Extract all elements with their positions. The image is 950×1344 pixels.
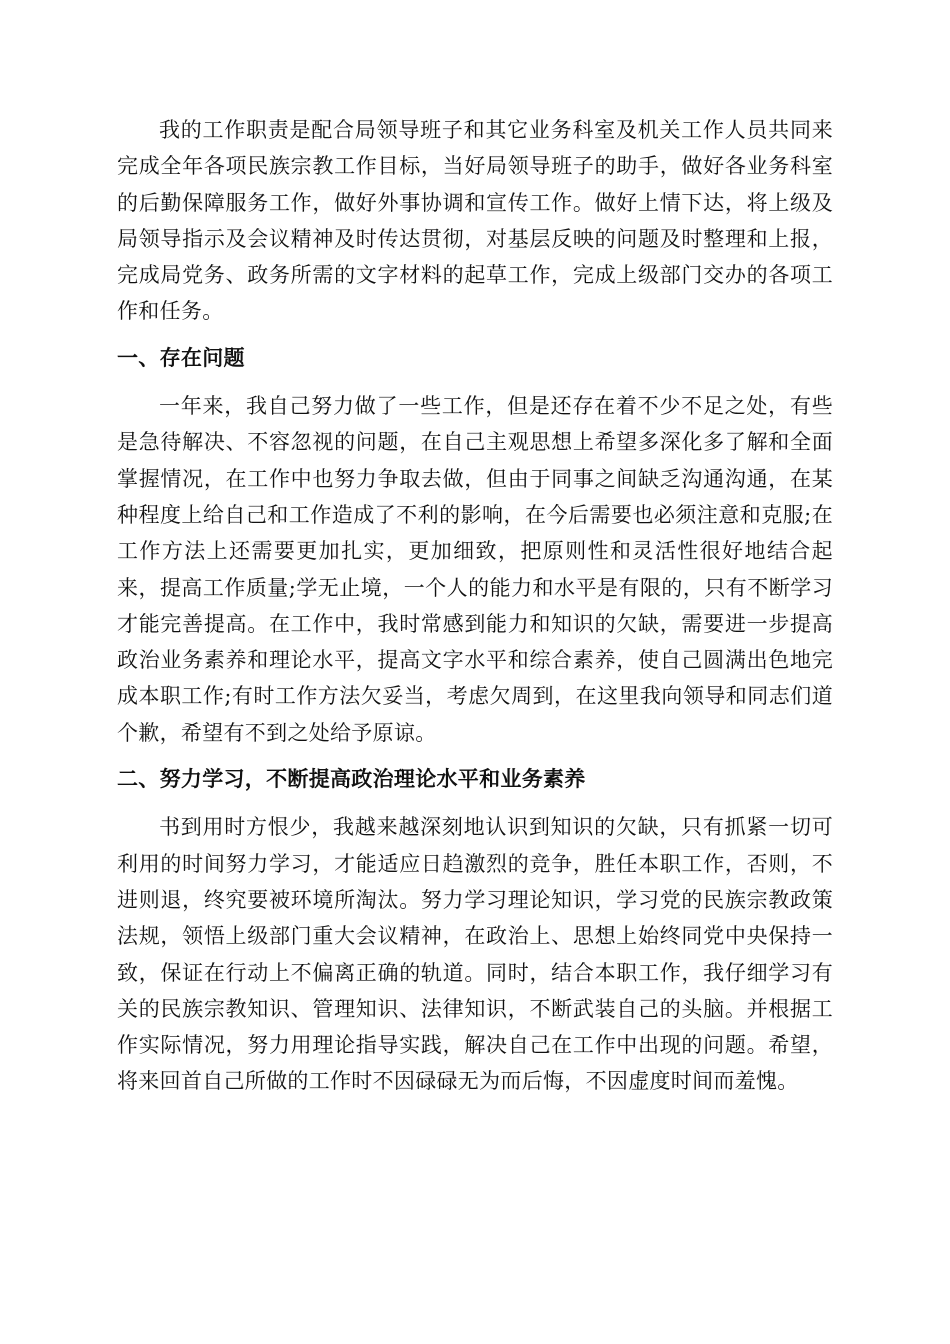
- section-heading-problems: 一、存在问题: [117, 345, 245, 370]
- spacer: [117, 751, 833, 761]
- spacer: [117, 330, 833, 340]
- intro-paragraph: 我的工作职责是配合局领导班子和其它业务科室及机关工作人员共同来完成全年各项民族宗教工作目标，当好局领导班子的助手，做好各业务科室的后勤保障服务工作，做好外事协调和宣传工作。做好上情下达，将上级及局领导指示及会议精神及时传达贯彻，对基层反映的问题及时整理和上报，完成局党务、政务所需的文字材料的起草工作，完成上级部门交办的各项工作和任务。: [117, 118, 833, 324]
- spacer: [117, 376, 833, 388]
- section1-paragraph: 一年来，我自己努力做了一些工作，但是还存在着不少不足之处，有些是急待解决、不容忽视的问题，在自己主观思想上希望多深化多了解和全面掌握情况，在工作中也努力争取去做，但由于同事之间缺乏沟通沟通，在某种程度上给自己和工作造成了不利的影响，在今后需要也必须注意和克服;在工作方法上还需要更加扎实，更加细致，把原则性和灵活性很好地结合起来，提高工作质量;学无止境，一个人的能力和水平是有限的，只有不断学习才能完善提高。在工作中，我时常感到能力和知识的欠缺，需要进一步提高政治业务素养和理论水平，提高文字水平和综合素养，使自己圆满出色地完成本职工作;有时工作方法欠妥当，考虑欠周到，在这里我向领导和同志们道个歉，希望有不到之处给予原谅。: [117, 394, 833, 745]
- spacer: [117, 797, 833, 809]
- section2-paragraph: 书到用时方恨少，我越来越深刻地认识到知识的欠缺，只有抓紧一切可利用的时间努力学习，才能适应日趋激烈的竞争，胜任本职工作，否则，不进则退，终究要被环境所淘汰。努力学习理论知识，学习党的民族宗教政策法规，领悟上级部门重大会议精神，在政治上、思想上始终同党中央保持一致，保证在行动上不偏离正确的轨道。同时，结合本职工作，我仔细学习有关的民族宗教知识、管理知识、法律知识，不断武装自己的头脑。并根据工作实际情况，努力用理论指导实践，解决自己在工作中出现的问题。希望，将来回首自己所做的工作时不因碌碌无为而后悔，不因虚度时间而羞愧。: [117, 815, 833, 1094]
- section-heading-study: 二、努力学习，不断提高政治理论水平和业务素养: [117, 767, 586, 792]
- document-body: [117, 112, 833, 1100]
